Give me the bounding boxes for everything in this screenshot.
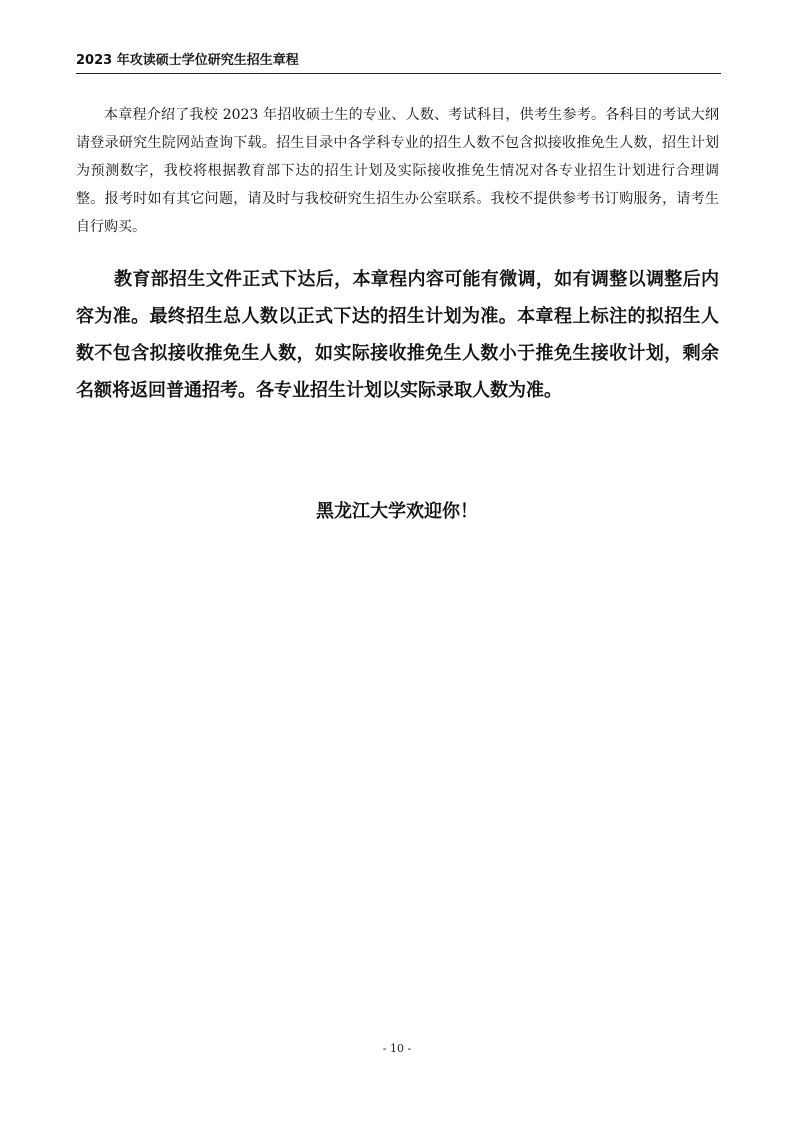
- running-header: 2023 年攻读硕士学位研究生招生章程: [76, 53, 299, 68]
- header-divider: [76, 73, 721, 74]
- intro-paragraph: 本章程介绍了我校 2023 年招收硕士生的专业、人数、考试科目，供考生参考。各科目的考试大纲请登录研究生院网站查询下载。招生目录中各学科专业的招生人数不包含拟接收推免生人数，招生计划为预测数字，我校将根据教育部下达的招生计划及实际接收推免生情况对各专业招生计划进行合理调整。报考时如有其它问题，请及时与我校研究生招生办公室联系。我校不提供参考书订购服务，请考生自行购买。: [76, 107, 719, 235]
- welcome-message: 黑龙江大学欢迎你！: [316, 501, 478, 522]
- page-number: - 10 -: [382, 1042, 412, 1055]
- notice-paragraph: 教育部招生文件正式下达后，本章程内容可能有微调，如有调整以调整后内容为准。最终招生总人数以正式下达的招生计划为准。本章程上标注的拟招生人数不包含拟接收推免生人数，如实际接收推免生人数小于推免生接收计划，剩余名额将返回普通招考。各专业招生计划以实际录取人数为准。: [76, 269, 719, 401]
